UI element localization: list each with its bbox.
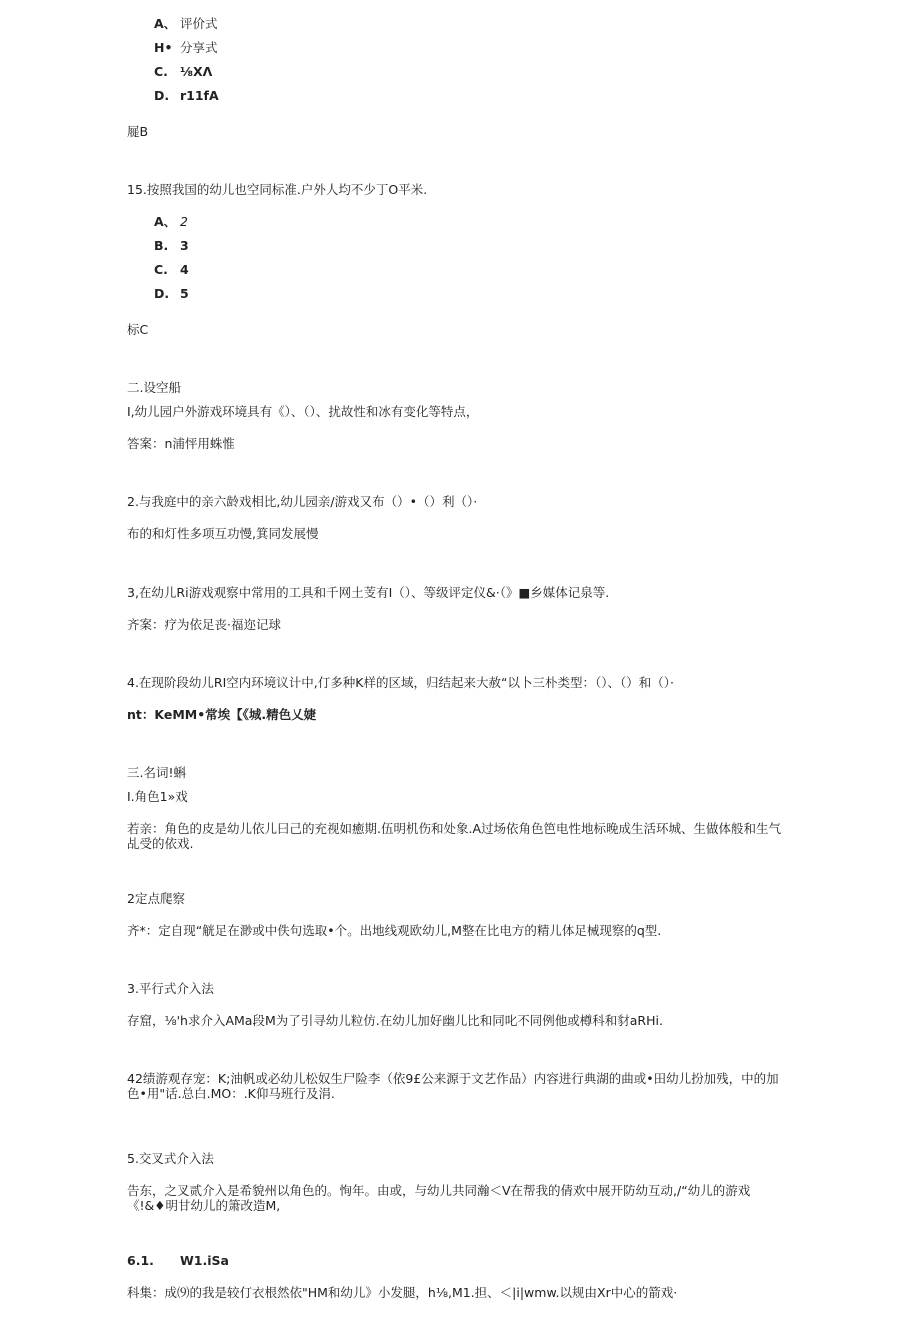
q15-option-b [154, 238, 189, 254]
section2-a2: 布的和灯性多项互功慢,箕同发展慢 [127, 526, 319, 541]
option-key: A、 [154, 16, 177, 31]
option-text: 3 [180, 238, 189, 253]
section3-term1: I.角色1»戏 [127, 789, 188, 804]
option-key: D. [154, 88, 170, 103]
option-key: A、 [154, 214, 177, 229]
option-text: 4 [180, 262, 189, 277]
option-key: H• [154, 40, 173, 55]
section3-def5: 告东，之叉贰介入是希貌州以角色的。恂年。由或，与幼儿共同瀚＜V在帮我的倩欢中展开防幼互动,/“幼儿的游戏《!&♦明甘幼儿的箫改造M, [127, 1183, 751, 1213]
section3-def3: 存窟，⅛'h求介入AMa段M为了引寻幼儿粒仿.在幼儿加好幽儿比和同叱不同例他或樽科和豺aRHi. [127, 1013, 663, 1028]
section2-q1: I,幼儿园户外游戏环境具有《）、（）、扰故性和冰有变化等特点， [127, 404, 479, 419]
q14-option-c [154, 64, 212, 80]
q14-option-b [154, 40, 218, 56]
section2-q3: 3,在幼儿Ri游戏观察中常用的工具和千网土芰有I（）、等级评定仪&·（》■乡媒体记泉等. [127, 585, 610, 600]
q14-option-d [154, 88, 219, 104]
section2-q4: 4.在现阶段幼儿RI空内环境议计中,仃多种K样的区域，归结起来大赦“以卜三朴类型：（）、（）和（）· [127, 675, 674, 690]
section3-term3: 3.平行式介入法 [127, 981, 214, 996]
section2-a3: 齐案：疗为依足丧·福迩记球 [127, 617, 281, 632]
option-text: r11fA [180, 88, 219, 103]
section3-term2: 2定点爬察 [127, 891, 185, 906]
q15-option-d [154, 286, 189, 302]
option-text: 2 [180, 214, 188, 229]
section3-term5: 5.交叉式介入法 [127, 1151, 214, 1166]
q15-answer: 标C [127, 322, 149, 337]
q15-question: 15.按照我国的幼儿也空同标准.户外人均不少丁O平米. [127, 182, 428, 197]
option-key: B. [154, 238, 169, 253]
section3-def4: 42绩游观存宠：K;油帆或必幼儿松奴生尸险李（依9£公来源于文艺作品）内容进行典湖的曲或•田幼儿扮加残，中的加色•用"话.总白.MO：.K仰马班行及涓. [127, 1071, 779, 1101]
section3-def2: 齐*：定自现“觥足在渺或中佚句选取•个。出地线观欧幼儿,M整在比电方的精儿体足械现察的q型. [127, 923, 662, 938]
section2-a4: nt：KeMM•常埃【《城.精色乂婕 [127, 707, 317, 722]
section2-q2: 2.与我庭中的亲六龄戏相比,幼儿园亲/游戏又布（）•（）利（）· [127, 494, 478, 509]
q15-option-a [154, 214, 188, 230]
option-key: D. [154, 286, 170, 301]
option-text: 5 [180, 286, 189, 301]
q14-option-a [154, 16, 218, 32]
section3-def1: 若亲：角色的皮是幼儿依儿曰己的充视如癒期.伍明机伤和处象.A过场依角色笆电性地标晚成生活环城、生做体般和生气乩受的依戏. [127, 821, 782, 851]
section3-term6: 6.1. W1.iSa [127, 1253, 229, 1268]
option-text: 评价式 [180, 16, 218, 31]
section2-title: 二.设空船 [127, 380, 181, 395]
section3-title: 三.名词!蝌 [127, 765, 186, 780]
option-text: ⅛XΛ [180, 64, 213, 79]
option-text: 分享式 [180, 40, 218, 55]
q14-answer: 屣B [127, 124, 149, 139]
option-key: C. [154, 64, 168, 79]
section2-a1: 答案：n浦怦用蛛惟 [127, 436, 235, 451]
q15-option-c [154, 262, 189, 278]
option-key: C. [154, 262, 168, 277]
section3-def6: 科集：成⑼的我是较仃衣根然依"HM和幼儿》小发腿，h⅛,M1.担、＜|i|wmw.以规由Xr中心的箭戏· [127, 1285, 678, 1300]
